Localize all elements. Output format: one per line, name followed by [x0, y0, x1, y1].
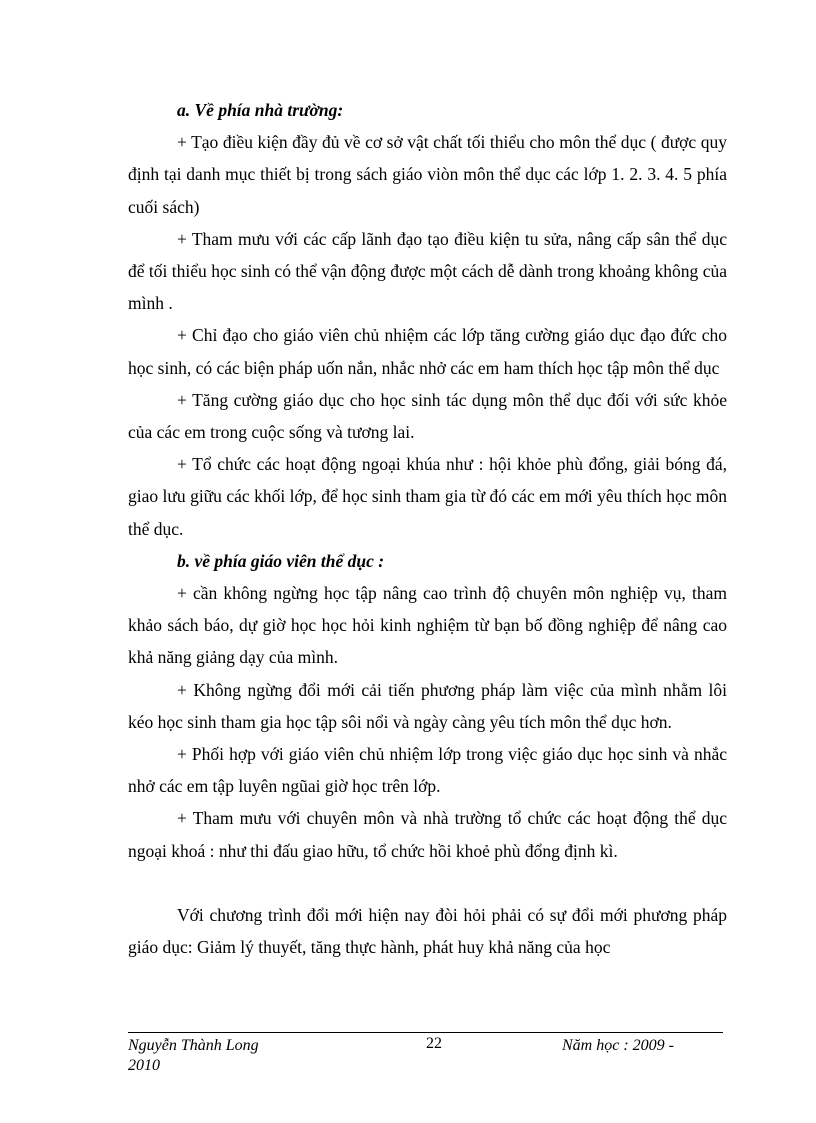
- footer-school-year: Năm học : 2009 -: [562, 1037, 674, 1054]
- paragraph: + Không ngừng đổi mới cải tiến phương pháp làm việc của mình nhằm lôi kéo học sinh tham gia học tập sôi nổi và ngày càng yêu tích môn thể dục hơn.: [128, 679, 727, 732]
- paragraph: + Chỉ đạo cho giáo viên chủ nhiệm các lớp tăng cường giáo dục đạo đức cho học sinh, có các biện pháp uốn nắn, nhắc nhở các em ham thích học tập môn thể dục: [128, 325, 727, 378]
- footer-school-year-end: 2010: [128, 1057, 160, 1074]
- section-heading-school: a. Về phía nhà trường:: [177, 100, 344, 120]
- paragraph: + Tham mưu với chuyên môn và nhà trường tổ chức các hoạt động thể dục ngoại khoá : như thi đấu giao hữu, tổ chức hồi khoẻ phù đổng định kì.: [128, 808, 727, 861]
- footer-author: Nguyễn Thành Long: [128, 1037, 259, 1054]
- paragraph: + Phối hợp với giáo viên chủ nhiệm lớp trong việc giáo dục học sinh và nhắc nhở các em tập luyên ngũai giờ học trên lớp.: [128, 744, 727, 797]
- paragraph: + cần không ngừng học tập nâng cao trình độ chuyên môn nghiệp vụ, tham khảo sách báo, dự giờ học học hỏi kinh nghiệm từ bạn bố đồng nghiệp để nâng cao khả năng giảng dạy của mình.: [128, 583, 727, 668]
- closing-paragraph: Với chương trình đổi mới hiện nay đòi hỏi phải có sự đổi mới phương pháp giáo dục: Giảm lý thuyết, tăng thực hành, phát huy khả năng của học: [128, 904, 727, 958]
- paragraph: + Tăng cường giáo dục cho học sinh tác dụng môn thể dục đối với sức khỏe của các em trong cuộc sống và tương lai.: [128, 389, 727, 443]
- paragraph: + Tạo điều kiện đầy đủ về cơ sở vật chất tối thiểu cho môn thể dục ( được quy định tại danh mục thiết bị trong sách giáo viòn môn thể dục các lớp 1. 2. 3. 4. 5 phía cuối sách): [128, 132, 727, 217]
- footer-divider: [128, 1032, 723, 1033]
- paragraph: + Tham mưu với các cấp lãnh đạo tạo điều kiện tu sửa, nâng cấp sân thể dục để tối thiểu học sinh có thể vận động được một cách dễ dành trong khoảng không của mình .: [128, 228, 727, 314]
- paragraph: + Tổ chức các hoạt động ngoại khúa như : hội khỏe phù đổng, giải bóng đá, giao lưu giữu các khối lớp, để học sinh tham gia từ đó các em mới yêu thích học môn thể dục.: [128, 454, 727, 539]
- section-heading-teacher: b. về phía giáo viên thể dục :: [177, 550, 385, 571]
- spacer: [128, 867, 727, 899]
- page-number: 22: [426, 1035, 442, 1052]
- page-content: [128, 94, 727, 963]
